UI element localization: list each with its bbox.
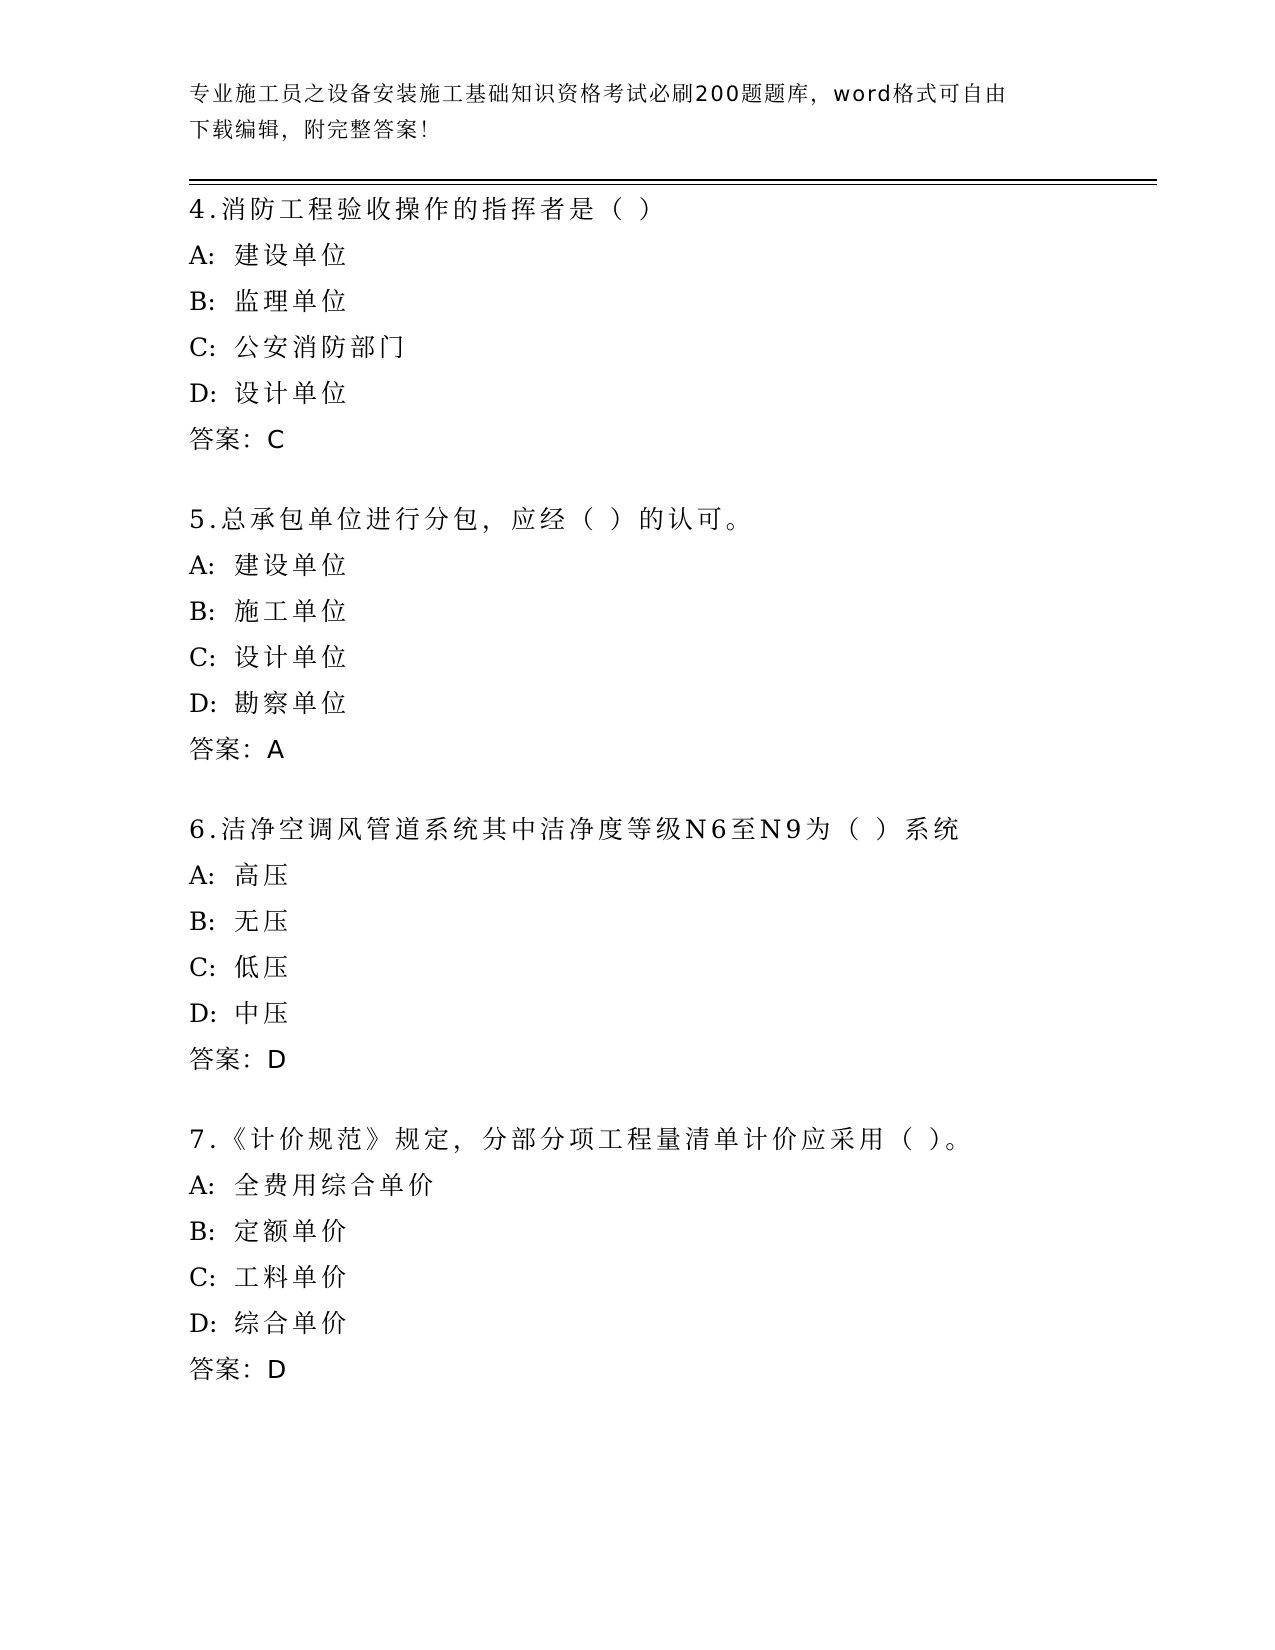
option-letter: C:	[189, 643, 217, 672]
option-text: 设计单位	[234, 643, 351, 672]
option-letter: C:	[189, 1263, 217, 1292]
answer-label: 答案：C	[189, 425, 286, 454]
option-letter: D:	[189, 999, 218, 1028]
option-text: 建设单位	[234, 551, 351, 580]
option-letter: B:	[189, 287, 216, 316]
option-letter: A:	[189, 551, 216, 580]
header-line-1: 专业施工员之设备安装施工基础知识资格考试必刷200题题库，word格式可自由	[189, 82, 1008, 106]
option-letter: C:	[189, 333, 217, 362]
option-d	[189, 371, 1169, 417]
option-letter: A:	[189, 241, 216, 270]
option-text: 综合单价	[234, 1309, 351, 1338]
option-a	[189, 1163, 1169, 1209]
option-letter: D:	[189, 689, 218, 718]
option-letter: B:	[189, 907, 216, 936]
option-letter: A:	[189, 1171, 216, 1200]
option-d	[189, 991, 1169, 1037]
header-line-2: 下载编辑，附完整答案！	[189, 118, 442, 142]
question-list	[189, 187, 1169, 1427]
option-text: 勘察单位	[234, 689, 351, 718]
header-divider-thin	[189, 184, 1157, 185]
option-b	[189, 589, 1169, 635]
question-4	[189, 187, 1169, 463]
option-text: 施工单位	[234, 597, 351, 626]
question-7	[189, 1117, 1169, 1393]
option-text: 定额单价	[234, 1217, 351, 1246]
option-c	[189, 945, 1169, 991]
option-a	[189, 233, 1169, 279]
question-stem: 4.消防工程验收操作的指挥者是（ ）	[189, 195, 668, 224]
option-d	[189, 1301, 1169, 1347]
option-c	[189, 325, 1169, 371]
option-b	[189, 279, 1169, 325]
option-letter: A:	[189, 861, 216, 890]
option-letter: D:	[189, 379, 218, 408]
option-text: 工料单价	[234, 1263, 351, 1292]
option-text: 公安消防部门	[234, 333, 409, 362]
header-divider-thick	[189, 179, 1157, 181]
option-text: 建设单位	[234, 241, 351, 270]
option-b	[189, 1209, 1169, 1255]
option-c	[189, 1255, 1169, 1301]
option-text: 全费用综合单价	[234, 1171, 438, 1200]
option-letter: D:	[189, 1309, 218, 1338]
answer-label: 答案：D	[189, 1045, 288, 1074]
option-letter: B:	[189, 597, 216, 626]
document-header	[189, 76, 1069, 148]
option-a	[189, 543, 1169, 589]
answer-label: 答案：D	[189, 1355, 288, 1384]
option-a	[189, 853, 1169, 899]
option-c	[189, 635, 1169, 681]
option-text: 中压	[234, 999, 293, 1028]
option-d	[189, 681, 1169, 727]
option-text: 高压	[234, 861, 293, 890]
question-stem: 6.洁净空调风管道系统其中洁净度等级N6至N9为（ ）系统	[189, 815, 963, 844]
option-letter: C:	[189, 953, 217, 982]
option-b	[189, 899, 1169, 945]
question-stem: 7.《计价规范》规定，分部分项工程量清单计价应采用（ ）。	[189, 1125, 975, 1154]
question-6	[189, 807, 1169, 1083]
question-5	[189, 497, 1169, 773]
option-letter: B:	[189, 1217, 216, 1246]
answer-label: 答案：A	[189, 735, 286, 764]
option-text: 设计单位	[234, 379, 351, 408]
option-text: 监理单位	[234, 287, 351, 316]
question-stem: 5.总承包单位进行分包，应经（ ）的认可。	[189, 505, 755, 534]
option-text: 低压	[234, 953, 293, 982]
option-text: 无压	[234, 907, 293, 936]
